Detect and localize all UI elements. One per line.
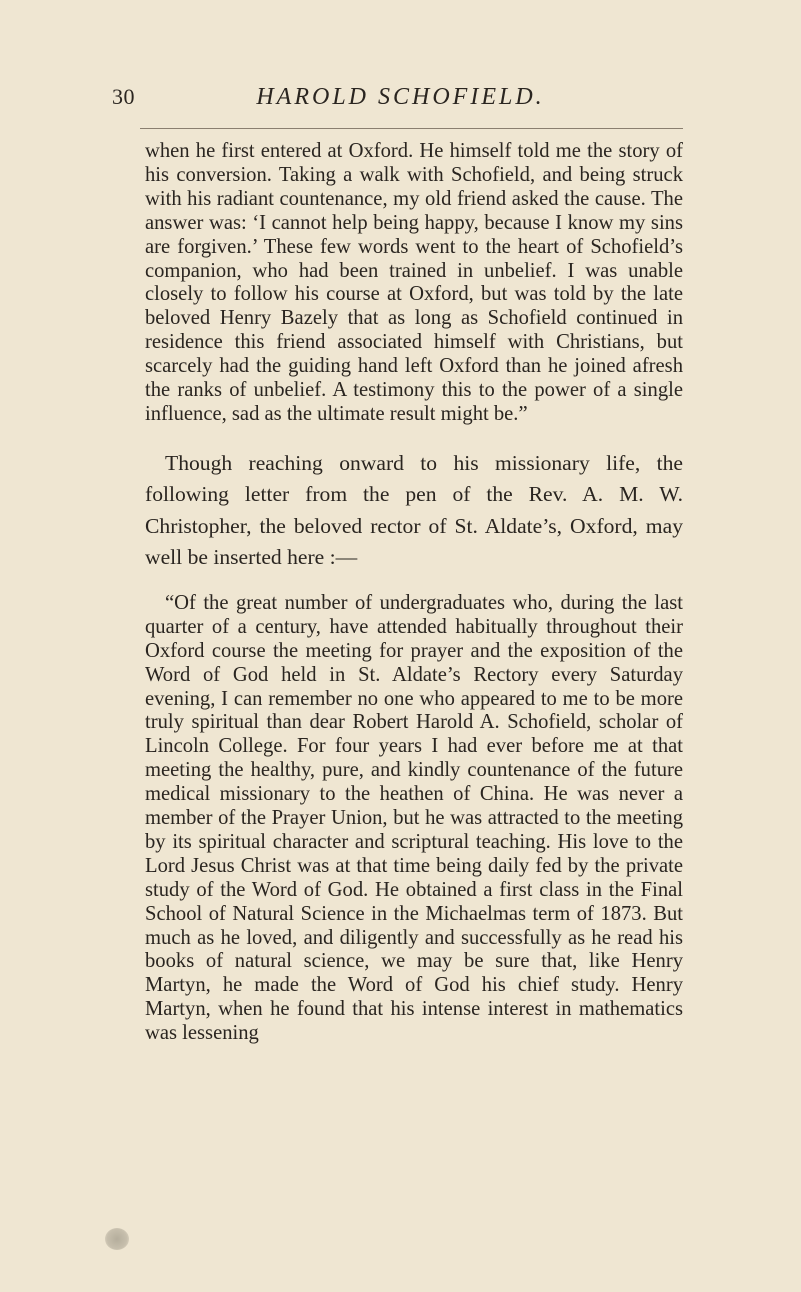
paragraph-2: Though reaching onward to his missionary life, the following letter from the pen of the Rev. A. M. W. Christopher, the beloved rector of St. Aldate’s, Oxford, may well be inserted here :— [145,450,683,570]
paragraph-1: when he first entered at Oxford. He himself told me the story of his conversion. Taking a walk with Schofield, and being struck with his radiant countenance, my old friend asked the cause. The answer was: ‘I cannot help being happy, because I know my sins are forgiven.’ These few words went to the heart of Schofield’s companion, who had been trained in unbelief. I was unable closely to follow his course at Oxford, but was told by the late beloved Henry Bazely that as long as Schofield continued in residence this friend associated himself with Christians, but scarcely had the guiding hand left Oxford than he joined afresh the ranks of unbelief. A testimony this to the power of a single influence, sad as the ultimate result might be.” [145,140,683,425]
page-header [0,84,801,114]
running-head: HAROLD SCHOFIELD. [256,84,545,110]
paragraph-3: “Of the great number of undergraduates who, during the last quarter of a century, have attended habitually throughout their Oxford course the meeting for prayer and the exposition of the Word of God held in St. Aldate’s Rectory every Saturday evening, I can remember no one who appeared to me to be more truly spiritual than dear Robert Harold A. Schofield, scholar of Lincoln College. For four years I had ever before me at that meeting the healthy, pure, and kindly countenance of the future medical missionary to the heathen of China. He was never a member of the Prayer Union, but he was attracted to the meeting by its spiritual character and scriptural teaching. His love to the Lord Jesus Christ was at that time being daily fed by the private study of the Word of God. He obtained a first class in the Final School of Natural Science in the Michaelmas term of 1873. But much as he loved, and diligently and successfully as he read his books of natural science, we may be sure that, like Henry Martyn, he made the Word of God his chief study. Henry Martyn, when he found that his intense interest in mathematics was lessening [145,591,683,1045]
page-number: 30 [112,84,135,109]
ink-blot [105,1228,129,1250]
header-rule [140,128,683,129]
body-text [145,140,683,1046]
